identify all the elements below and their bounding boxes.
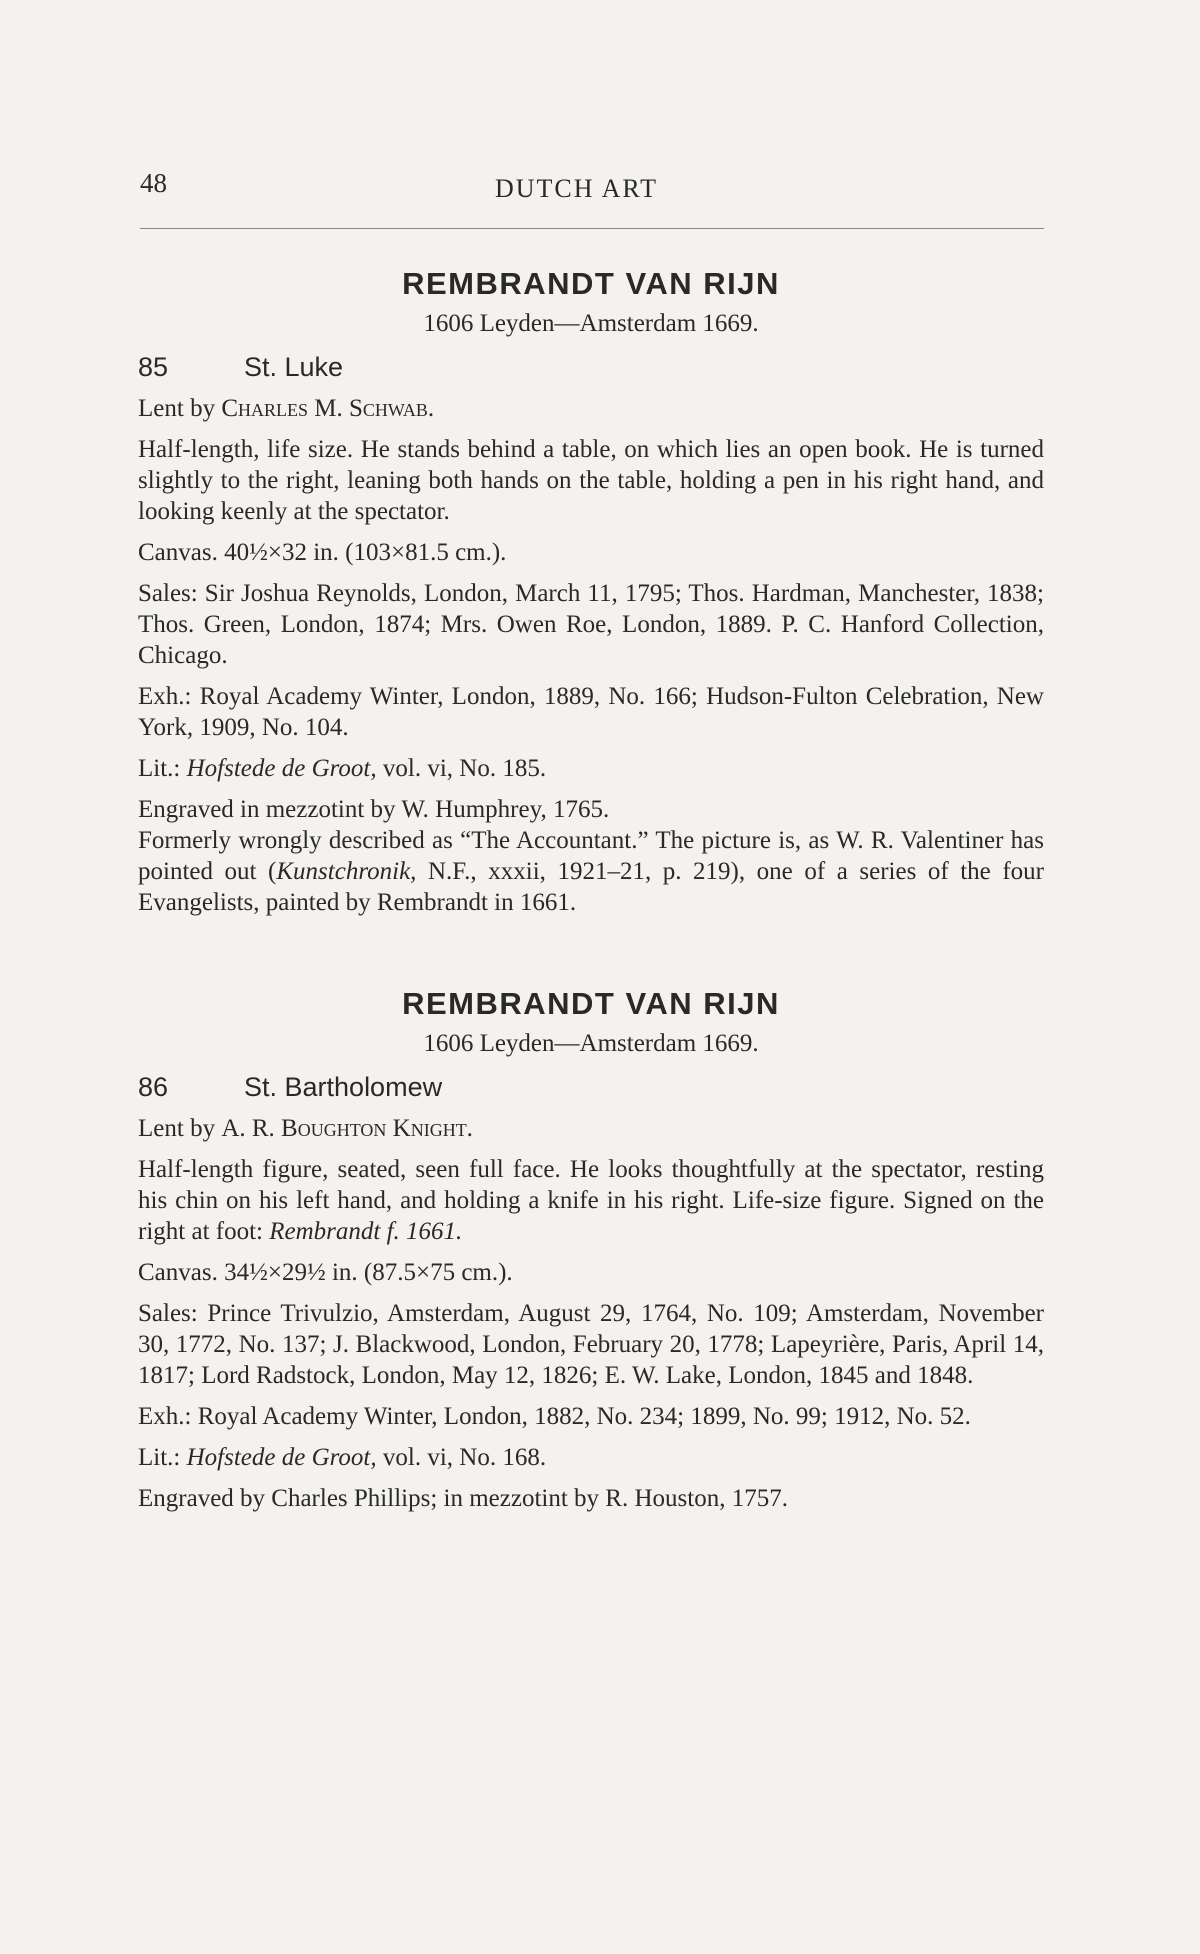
lender-name: Charles M. Schwab. xyxy=(221,395,435,422)
entry-title: St. Bartholomew xyxy=(244,1072,443,1102)
page-number: 48 xyxy=(140,168,167,198)
sales-history: Sales: Prince Trivulzio, Amsterdam, August 29, 1764, No. 109; Amsterdam, November 30, 1772, No. 137; J. Blackwood, London, February 20, 1778; Lapeyrière, Paris, April 14, 1817; Lord Radstock, London, May 12, 1826; E. W. Lake, London, 1845 and 1848. xyxy=(138,1300,1044,1389)
description: Half-length, life size. He stands behind a table, on which lies an open book. He is turned slightly to the right, leaning both hands on the table, holding a pen in his right hand, and looking keenly at the spectator. xyxy=(138,436,1044,525)
signature-inscription: Rembrandt f. 1661. xyxy=(269,1218,463,1245)
canvas-dimensions: Canvas. 34½×29½ in. (87.5×75 cm.). xyxy=(138,1259,513,1286)
running-title: DUTCH ART xyxy=(495,174,659,203)
sales-history: Sales: Sir Joshua Reynolds, London, March 11, 1795; Thos. Hardman, Manchester, 1838; Thos. Green, London, 1874; Mrs. Owen Roe, London, 1889. P. C. Hanford Collection, Chicago. xyxy=(138,580,1044,669)
entry-heading xyxy=(138,1072,1044,1103)
engraving-note: Engraved in mezzotint by W. Humphrey, 1765. xyxy=(138,796,610,823)
entry-number: 86 xyxy=(138,1072,169,1102)
literature: Lit.: Hofstede de Groot, vol. vi, No. 168. xyxy=(138,1444,547,1471)
canvas-dimensions: Canvas. 40½×32 in. (103×81.5 cm.). xyxy=(138,539,507,566)
entry-title: St. Luke xyxy=(244,352,344,382)
entry-number: 85 xyxy=(138,352,169,382)
exhibitions: Exh.: Royal Academy Winter, London, 1889, No. 166; Hudson-Fulton Celebration, New York, 1909, No. 104. xyxy=(138,683,1044,741)
section-gap xyxy=(138,928,1044,980)
lender-line: Lent by Charles M. Schwab. xyxy=(138,395,435,422)
description: Half-length figure, seated, seen full face. He looks thoughtfully at the spectator, resting his chin on his left hand, and holding a knife in his right. Life-size figure. Signed on the right at foot: Rembrandt f. 1661. xyxy=(138,1156,1044,1245)
running-head xyxy=(140,168,1040,218)
lender-name: A. R. Boughton Knight. xyxy=(221,1115,473,1142)
attribution-note: Formerly wrongly described as “The Accountant.” The picture is, as W. R. Valentiner has pointed out (Kunstchronik, N.F., xxxii, 1921–21, p. 219), one of a series of the four Evangelists, painted by Rembrandt in 1661. xyxy=(138,827,1044,916)
entry-heading xyxy=(138,352,1044,383)
exhibitions: Exh.: Royal Academy Winter, London, 1882, No. 234; 1899, No. 99; 1912, No. 52. xyxy=(138,1403,971,1430)
lender-line: Lent by A. R. Boughton Knight. xyxy=(138,1115,473,1142)
catalogue-entry xyxy=(138,266,1044,918)
header-rule xyxy=(140,228,1044,229)
engraving-note: Engraved by Charles Phillips; in mezzotint by R. Houston, 1757. xyxy=(138,1485,788,1512)
artist-dates: 1606 Leyden—Amsterdam 1669. xyxy=(423,310,759,337)
artist-dates: 1606 Leyden—Amsterdam 1669. xyxy=(423,1030,759,1057)
artist-heading: REMBRANDT VAN RIJN xyxy=(402,266,780,301)
artist-heading: REMBRANDT VAN RIJN xyxy=(402,986,780,1021)
page-body xyxy=(138,260,1044,1524)
literature: Lit.: Hofstede de Groot, vol. vi, No. 185. xyxy=(138,755,547,782)
catalogue-entry xyxy=(138,986,1044,1514)
